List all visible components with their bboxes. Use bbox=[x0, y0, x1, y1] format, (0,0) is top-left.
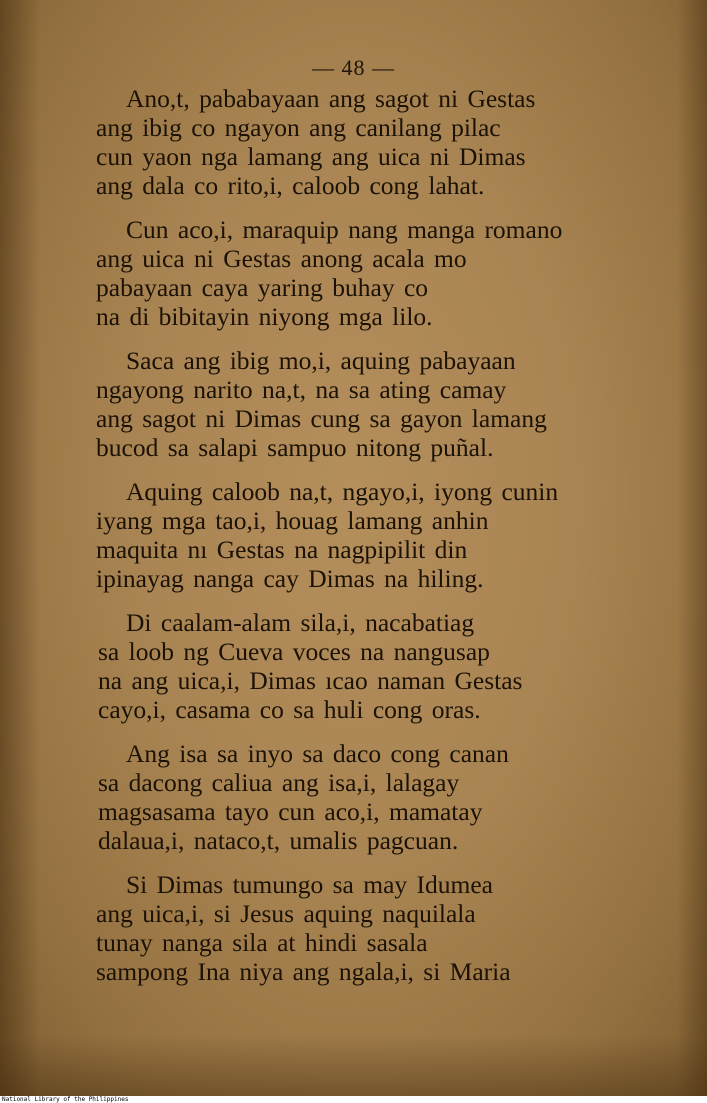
verse-line: Di caalam-alam sila,i, nacabatiag bbox=[126, 608, 475, 637]
verse-line: sampong Ina niya ang ngala,i, si Maria bbox=[96, 957, 511, 986]
verse-line: Ano,t, pababayaan ang sagot ni Gestas bbox=[126, 84, 536, 113]
stanza-3 bbox=[96, 346, 686, 462]
verse-line: maquita nı Gestas na nagpipilit din bbox=[96, 535, 468, 564]
library-credit: National Library of the Philippines bbox=[2, 1096, 129, 1103]
verse-line: Si Dimas tumungo sa may Idumea bbox=[126, 870, 493, 899]
verse-line: ipinayag nanga cay Dimas na hiling. bbox=[96, 564, 484, 593]
verse-line: Saca ang ibig mo,i, aquing pabayaan bbox=[126, 346, 516, 375]
poem-body bbox=[96, 84, 686, 1001]
verse-line: cayo,i, casama co sa huli cong oras. bbox=[98, 695, 481, 724]
verse-line: ang uica,i, si Jesus aquing naquilala bbox=[96, 899, 476, 928]
page-shadow-left bbox=[0, 0, 40, 1096]
verse-line: cun yaon nga lamang ang uica ni Dimas bbox=[96, 142, 526, 171]
page-shadow-bottom bbox=[0, 1036, 707, 1096]
verse-line: ang ibig co ngayon ang canilang pilac bbox=[96, 113, 501, 142]
stanza-7 bbox=[96, 870, 686, 986]
verse-line: na ang uica,i, Dimas ıcao naman Gestas bbox=[98, 666, 523, 695]
verse-line: ang uica ni Gestas anong acala mo bbox=[96, 244, 467, 273]
verse-line: pabayaan caya yaring buhay co bbox=[96, 273, 429, 302]
stanza-5 bbox=[96, 608, 686, 724]
page-number: — 48 — bbox=[312, 55, 395, 80]
verse-line: ngayong narito na,t, na sa ating camay bbox=[96, 375, 507, 404]
verse-line: sa dacong caliua ang isa,i, lalagay bbox=[98, 768, 460, 797]
verse-line: ang dala co rito,i, caloob cong lahat. bbox=[96, 171, 485, 200]
verse-line: magsasama tayo cun aco,i, mamatay bbox=[98, 797, 483, 826]
verse-line: sa loob ng Cueva voces na nangusap bbox=[98, 637, 490, 666]
verse-line: bucod sa salapi sampuo nitong puñal. bbox=[96, 433, 494, 462]
verse-line: Aquing caloob na,t, ngayo,i, iyong cunin bbox=[126, 477, 559, 506]
verse-line: Ang isa sa inyo sa daco cong canan bbox=[126, 739, 509, 768]
verse-line: Cun aco,i, maraquip nang manga romano bbox=[126, 215, 563, 244]
verse-line: ang sagot ni Dimas cung sa gayon lamang bbox=[96, 404, 547, 433]
stanza-6 bbox=[96, 739, 686, 855]
verse-line: tunay nanga sila at hindi sasala bbox=[96, 928, 428, 957]
verse-line: na di bibitayin niyong mga lilo. bbox=[96, 302, 433, 331]
stanza-1 bbox=[96, 84, 686, 200]
stanza-4 bbox=[96, 477, 686, 593]
verse-line: iyang mga tao,i, houag lamang anhin bbox=[96, 506, 489, 535]
verse-line: dalaua,i, nataco,t, umalis pagcuan. bbox=[98, 826, 459, 855]
stanza-2 bbox=[96, 215, 686, 331]
